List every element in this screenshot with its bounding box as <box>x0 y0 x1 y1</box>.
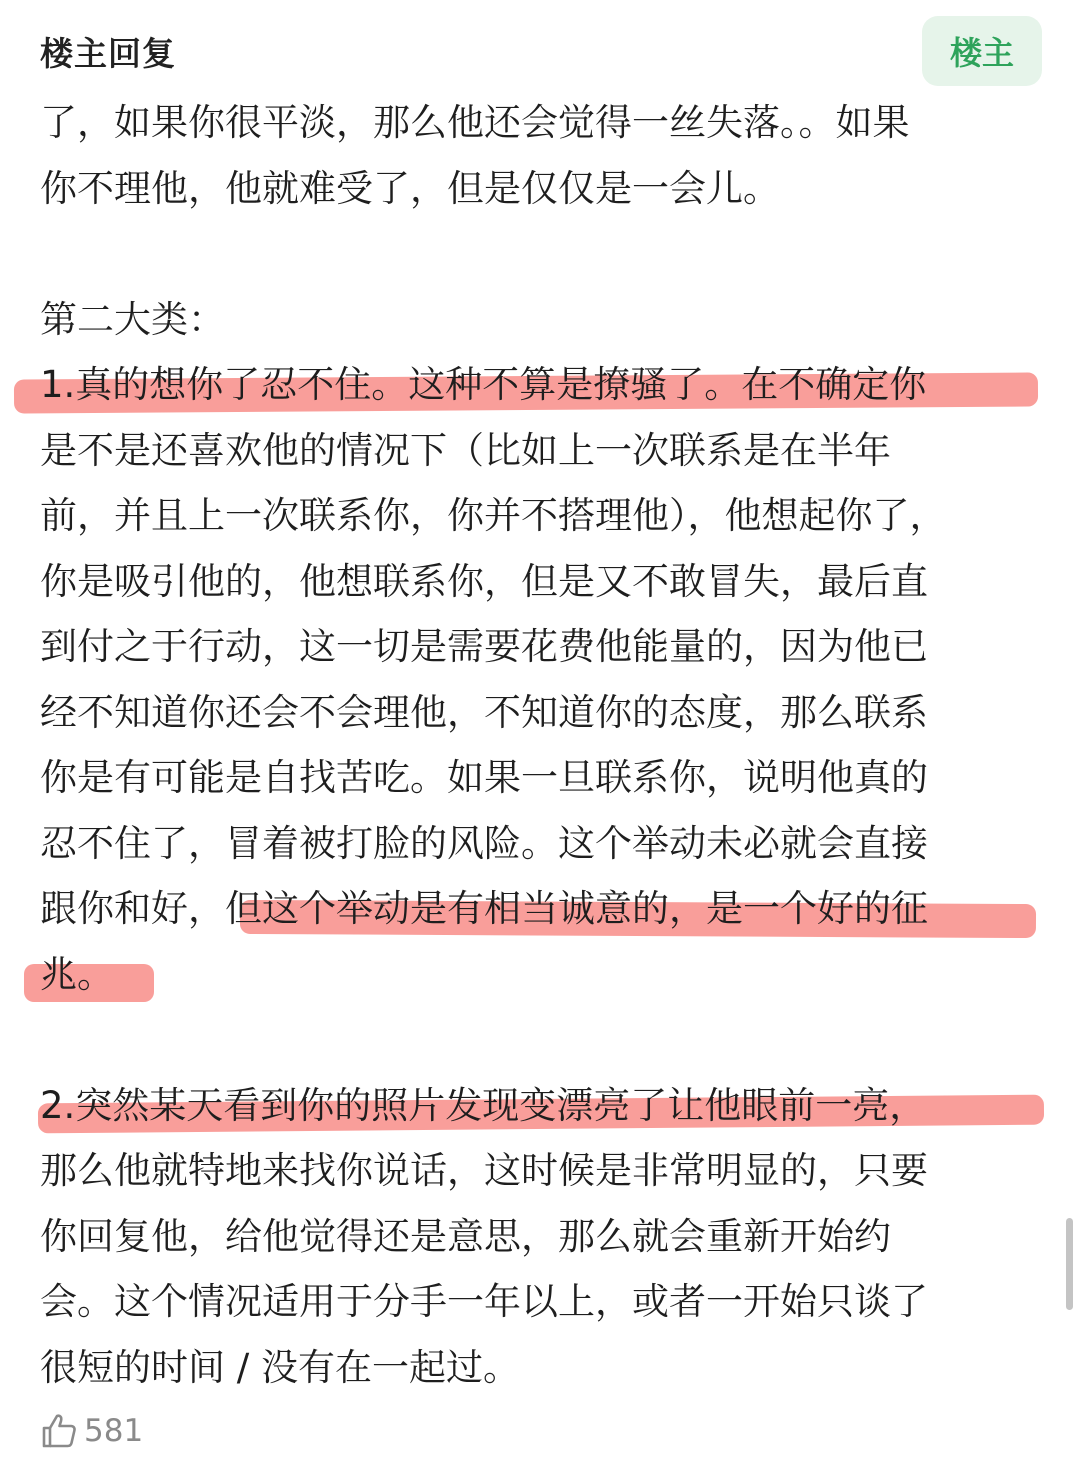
like-button[interactable] <box>40 1412 143 1450</box>
text-line: 忍不住了，冒着被打脸的风险。这个举动未必就会直接 <box>40 821 928 865</box>
text-line: 你是有可能是自找苦吃。如果一旦联系你，说明他真的 <box>40 756 928 799</box>
text-line: 那么他就特地来找你说话，这时候是非常明显的，只要 <box>40 1149 928 1192</box>
text-line: 你不理他，他就难受了，但是仅仅是一会儿。 <box>40 166 780 210</box>
reply-content <box>40 90 1040 1400</box>
text-line: 你回复他，给他觉得还是意思，那么就会重新开始约 <box>40 1214 891 1258</box>
text-line: 很短的时间 / 没有在一起过。 <box>40 1345 520 1389</box>
blank-line <box>40 221 1040 287</box>
blank-line <box>40 1007 1040 1073</box>
text-line: 会。这个情况适用于分手一年以上，或者一开始只谈了 <box>40 1280 928 1323</box>
scrollbar[interactable] <box>1066 1218 1073 1310</box>
text-line-highlighted: 1.真的想你了忍不住。这种不算是撩骚了。在不确定你 <box>40 352 1040 418</box>
text-line: 到付之于行动，这一切是需要花费他能量的，因为他已 <box>40 625 928 668</box>
thumbs-up-icon[interactable] <box>40 1412 78 1450</box>
text-line: 前，并且上一次联系你，你并不搭理他），他想起你了， <box>40 494 947 537</box>
text-line: 你是吸引他的，他想联系你，但是又不敢冒失，最后直 <box>40 559 928 603</box>
text-line-highlighted: 兆。 <box>40 942 1040 1008</box>
text-line-highlighted: 2.突然某天看到你的照片发现变漂亮了让他眼前一亮， <box>40 1073 1040 1139</box>
section-title: 第二大类： <box>40 297 225 341</box>
op-badge: 楼主 <box>922 16 1042 86</box>
like-count: 581 <box>84 1413 144 1449</box>
text-line: 经不知道你还会不会理他，不知道你的态度，那么联系 <box>40 690 928 734</box>
text-line: 了，如果你很平淡，那么他还会觉得一丝失落。。如果 <box>40 101 910 144</box>
text-line: 是不是还喜欢他的情况下（比如上一次联系是在半年 <box>40 428 891 472</box>
reply-header-label: 楼主回复 <box>40 34 176 73</box>
text-line-highlighted: 跟你和好，但这个举动是有相当诚意的，是一个好的征 <box>40 876 1040 942</box>
